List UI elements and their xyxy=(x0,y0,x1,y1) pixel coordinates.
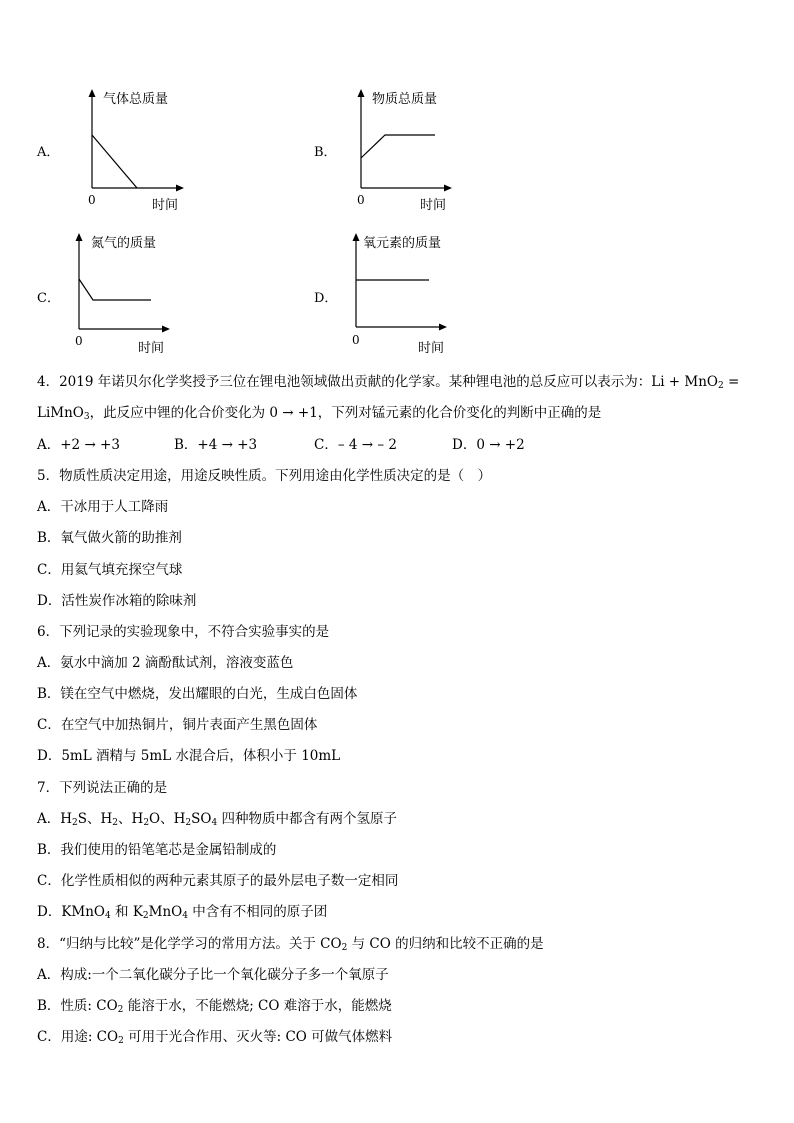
q4-stem-text-d: ，此反应中锂的化合价变化为 0 → +1，下列对锰元素的化合价变化的判断中正确的是 xyxy=(89,405,602,421)
q5-option-a: A．干冰用于人工降雨 xyxy=(37,499,169,515)
q8b-text-1: B．性质: CO xyxy=(37,998,118,1014)
q4-sub-b: 3 xyxy=(83,412,90,422)
q4-stem-text-b: = xyxy=(723,374,740,390)
graph-b-origin: 0 xyxy=(357,193,365,207)
q8c-text-1: C．用途: CO xyxy=(37,1029,119,1045)
q4-stem-text-a: 4．2019 年诺贝尔化学奖授予三位在锂电池领域做出贡献的化学家。某种锂电池的总反应可以表示为：Li + MnO xyxy=(37,374,718,390)
graph-a-xlabel: 时间 xyxy=(152,198,179,213)
graph-d-y-arrow xyxy=(353,233,360,241)
q7a-sub-1: 2 xyxy=(72,818,78,828)
graph-c-origin: 0 xyxy=(75,334,83,348)
q7d-sub-2: 2 xyxy=(142,911,149,921)
q7d-sub-1: 4 xyxy=(105,911,111,921)
q8c-sub: 2 xyxy=(118,1036,124,1046)
graph-c-x-arrow xyxy=(162,326,170,333)
graph-a-x-arrow xyxy=(176,185,184,192)
q5-stem: 5．物质性质决定用途，用途反映性质。下列用途由化学性质决定的是（ ） xyxy=(37,468,492,484)
graph-a-y-arrow xyxy=(89,89,96,97)
q7d-text-4: 中含有不相同的原子团 xyxy=(187,904,328,920)
q8c-text-2: 可用于光合作用、灭火等: CO 可做气体燃料 xyxy=(123,1029,393,1045)
q6-option-d: D．5mL 酒精与 5mL 水混合后，体积小于 10mL xyxy=(37,748,341,764)
q8-option-c xyxy=(37,1028,392,1046)
q7a-sub-2: 2 xyxy=(112,818,119,828)
q4-option-d: D．0 → +2 xyxy=(452,437,525,453)
graph-a-curve xyxy=(92,135,137,188)
q5-option-c: C．用氦气填充探空气球 xyxy=(37,562,183,578)
q8b-sub: 2 xyxy=(117,1005,124,1015)
q4-stem-text-c: LiMnO xyxy=(37,405,84,421)
q7-option-a xyxy=(37,810,397,828)
q8-stem-text-2: 与 CO 的归纳和比较不正确的是 xyxy=(347,936,544,952)
graph-b-ylabel: 物质总质量 xyxy=(372,92,438,107)
graph-b-x-arrow xyxy=(444,185,452,192)
q7-option-c: C．化学性质相似的两种元素其原子的最外层电子数一定相同 xyxy=(37,873,399,889)
q8-stem xyxy=(37,935,544,953)
q7d-text-2: 和 K xyxy=(110,904,143,920)
q7a-text-5: SO xyxy=(191,811,212,827)
graph-c-ylabel: 氮气的质量 xyxy=(91,236,157,251)
q4-sub-a: 2 xyxy=(718,381,724,391)
q5-option-d: D．活性炭作冰箱的除味剂 xyxy=(37,593,197,609)
q7-option-b: B．我们使用的铅笔笔芯是金属铅制成的 xyxy=(37,842,277,858)
q6-option-b: B．镁在空气中燃烧，发出耀眼的白光，生成白色固体 xyxy=(37,686,358,702)
q8-stem-text-1: 8．“归纳与比较”是化学学习的常用方法。关于 CO xyxy=(37,936,342,952)
q7a-sub-4: 2 xyxy=(185,818,192,828)
q7-option-d xyxy=(37,903,327,921)
graph-a-origin: 0 xyxy=(88,193,96,207)
graph-c-xlabel: 时间 xyxy=(138,341,165,356)
q8b-text-2: 能溶于水，不能燃烧; CO 难溶于水，能燃烧 xyxy=(123,998,392,1014)
q4-stem-line2 xyxy=(37,404,601,422)
graph-d-ylabel: 氧元素的质量 xyxy=(363,236,442,251)
graph-b-xlabel: 时间 xyxy=(420,198,447,213)
graph-d-x-arrow xyxy=(439,324,447,331)
graph-b-y-arrow xyxy=(358,89,365,97)
graph-b-curve xyxy=(361,135,435,158)
q7a-text-1: A．H xyxy=(37,811,73,827)
q6-option-a: A．氨水中滴加 2 滴酚酞试剂，溶液变蓝色 xyxy=(37,655,294,671)
q7d-sub-3: 4 xyxy=(182,911,188,921)
q7a-text-3: 、H xyxy=(118,811,144,827)
q6-option-c: C．在空气中加热铜片，铜片表面产生黑色固体 xyxy=(37,717,318,733)
q4-option-c: C．– 4 → – 2 xyxy=(314,437,397,453)
q7d-text-1: D．KMnO xyxy=(37,904,105,920)
q4-stem-line1 xyxy=(37,373,739,391)
graph-b-letter: B． xyxy=(314,145,337,160)
q7a-sub-5: 4 xyxy=(211,818,218,828)
q7a-text-6: 四种物质中都含有两个氢原子 xyxy=(217,811,397,827)
graph-c-curve xyxy=(79,279,151,300)
q7-stem: 7．下列说法正确的是 xyxy=(37,780,168,796)
q7a-text-2: S、H xyxy=(77,811,113,827)
q4-option-a: A．+2 → +3 xyxy=(37,437,120,453)
q6-stem: 6．下列记录的实验现象中，不符合实验事实的是 xyxy=(37,624,330,640)
graph-d-letter: D． xyxy=(314,291,338,306)
graph-c-y-arrow xyxy=(76,233,83,241)
q8-stem-sub: 2 xyxy=(341,943,348,953)
q7d-text-3: MnO xyxy=(148,904,183,920)
q4-option-b: B．+4 → +3 xyxy=(174,437,258,453)
graph-c-letter: C． xyxy=(37,291,60,306)
q7a-sub-3: 2 xyxy=(143,818,150,828)
graph-d-xlabel: 时间 xyxy=(418,341,445,356)
graph-a-letter: A． xyxy=(37,145,60,160)
q5-option-b: B．氧气做火箭的助推剂 xyxy=(37,530,182,546)
q8-option-b xyxy=(37,997,392,1015)
q8-option-a: A．构成:一个二氧化碳分子比一个氧化碳分子多一个氧原子 xyxy=(37,967,389,983)
graph-d-origin: 0 xyxy=(352,333,360,347)
graph-a-ylabel: 气体总质量 xyxy=(103,92,169,107)
q7a-text-4: O、H xyxy=(149,811,186,827)
